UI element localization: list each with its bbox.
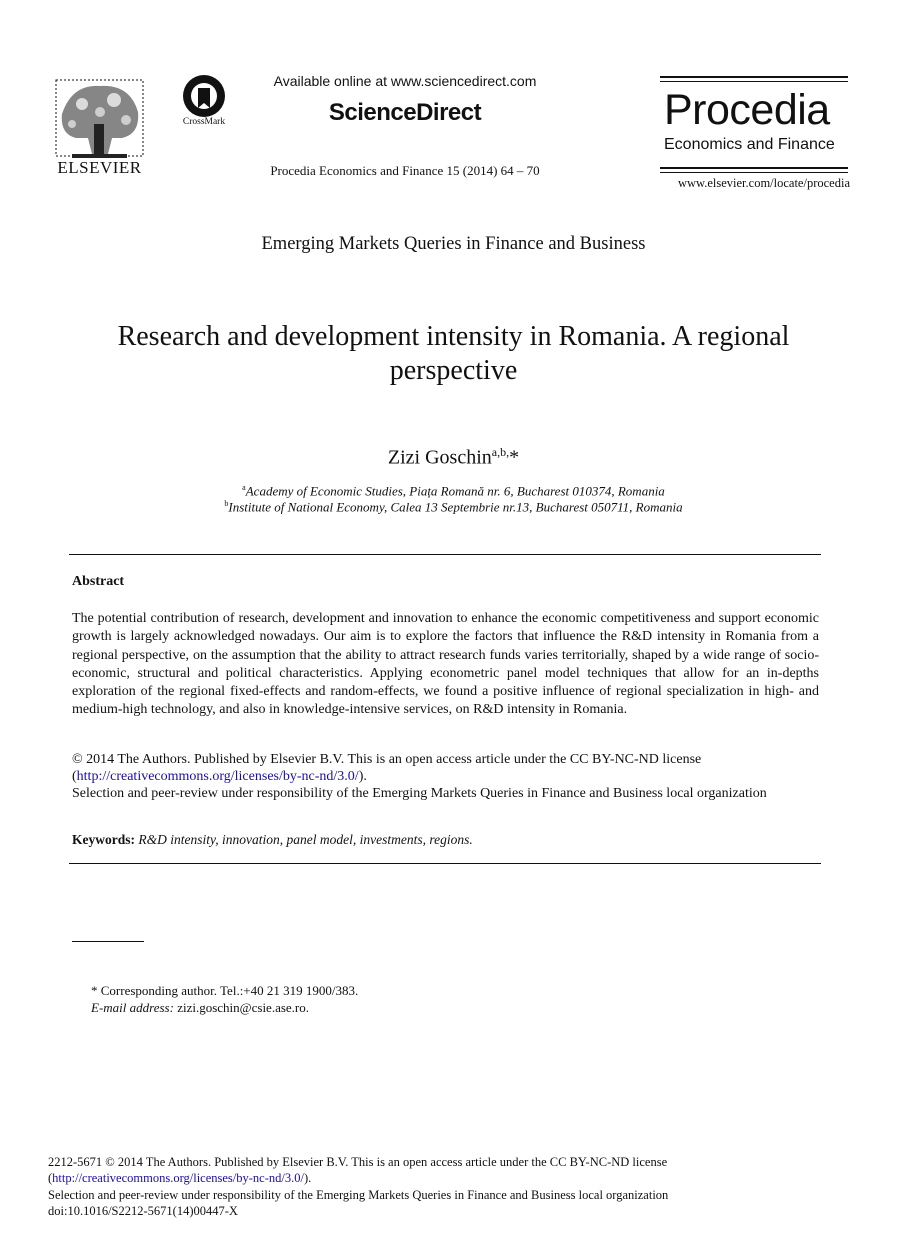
crossmark-label: CrossMark <box>182 117 226 127</box>
procedia-bottom-rule <box>660 167 848 169</box>
abstract-copyright: © 2014 The Authors. Published by Elsevier B.V. This is an open access article under the CC BY-NC-ND license <box>72 752 702 767</box>
email-address[interactable]: zizi.goschin@csie.ase.ro. <box>177 1000 310 1015</box>
procedia-subtitle: Economics and Finance <box>664 136 835 153</box>
abstract-license-line <box>72 768 822 785</box>
sciencedirect-logo[interactable]: ScienceDirect <box>328 99 482 126</box>
affiliation-text: Institute of National Economy, Calea 13 Septembrie nr.13, Bucharest 050711, Romania <box>228 499 683 515</box>
affiliation-a <box>0 483 907 499</box>
footer-license-open: ( <box>48 1171 53 1185</box>
abstract-heading: Abstract <box>72 574 125 589</box>
email-note <box>91 1000 309 1016</box>
procedia-top-rule <box>660 76 848 78</box>
affiliation-mark: b <box>224 499 229 508</box>
conference-name: Emerging Markets Queries in Finance and Business <box>261 234 646 254</box>
keywords-label: Keywords: <box>72 832 135 847</box>
footer-license-link[interactable]: http://creativecommons.org/licenses/by-nc-nd/3.0/ <box>52 1171 304 1185</box>
affiliation-text: Academy of Economic Studies, Piața Romană nr. 6, Bucharest 010374, Romania <box>245 483 665 499</box>
email-label: E-mail address: <box>91 1000 174 1015</box>
abstract-top-divider <box>69 554 821 555</box>
procedia-top-rule-thin <box>660 81 848 82</box>
footer-doi[interactable]: doi:10.1016/S2212-5671(14)00447-X <box>48 1204 238 1218</box>
footer-license-close: ). <box>303 1171 312 1185</box>
article-title-line2: perspective <box>389 355 518 386</box>
elsevier-wordmark: ELSEVIER <box>57 158 142 177</box>
license-close-paren: ). <box>358 769 367 784</box>
affiliation-b <box>0 499 907 515</box>
keywords-values: R&D intensity, innovation, panel model, investments, regions. <box>138 832 473 847</box>
procedia-url[interactable]: www.elsevier.com/locate/procedia <box>677 176 850 190</box>
affiliation-mark: a <box>242 483 246 492</box>
article-title <box>80 320 827 388</box>
corresponding-author-note: * Corresponding author. Tel.:+40 21 319 1900/383. <box>91 983 359 998</box>
footer-peer-review: Selection and peer-review under responsibility of the Emerging Markets Queries in Finance and Business local organization <box>48 1188 669 1202</box>
procedia-bottom-rule-thin <box>660 172 848 173</box>
article-title-line1: Research and development intensity in Romania. A regional <box>117 321 790 352</box>
license-open-paren: ( <box>72 769 77 784</box>
author-corresponding-mark: * <box>509 446 520 469</box>
abstract-bottom-divider <box>69 863 821 864</box>
footer-license-line <box>48 1171 311 1186</box>
author <box>0 445 907 470</box>
abstract-body: The potential contribution of research, development and innovation to enhance the economic competitiveness and support economic growth is largely acknowledged nowadays. Our aim is to explore the factors that influence the R&D intensity in Romania from a regional perspective, on the assumption that the ability to attract research funds varies territorially, shaped by a wide range of socio-economic, structural and political characteristics. Applying econometric panel model techniques that allow for an in-depths exploration of the regional fixed-effects and random-effects, we found a positive influence of regional specialization in high- and medium-high technology, and also in knowledge-intensive services, on R&D intensity in Romania. <box>72 611 819 718</box>
abstract-peer-review: Selection and peer-review under responsibility of the Emerging Markets Queries in Finance and Business local organization <box>72 786 767 801</box>
license-link[interactable]: http://creativecommons.org/licenses/by-nc-nd/3.0/ <box>76 769 359 784</box>
footer-issn-line: 2212-5671 © 2014 The Authors. Published by Elsevier B.V. This is an open access article under the CC BY-NC-ND license <box>48 1155 668 1169</box>
procedia-title: Procedia <box>664 86 830 134</box>
available-online-text: Available online at www.sciencedirect.com <box>273 73 537 89</box>
keywords <box>72 832 473 848</box>
author-affiliation-marks: a,b, <box>491 445 510 459</box>
journal-reference: Procedia Economics and Finance 15 (2014) 64 – 70 <box>270 163 540 178</box>
footnote-divider <box>72 941 144 942</box>
procedia-logo <box>660 76 848 176</box>
author-name: Zizi Goschin <box>387 446 492 469</box>
